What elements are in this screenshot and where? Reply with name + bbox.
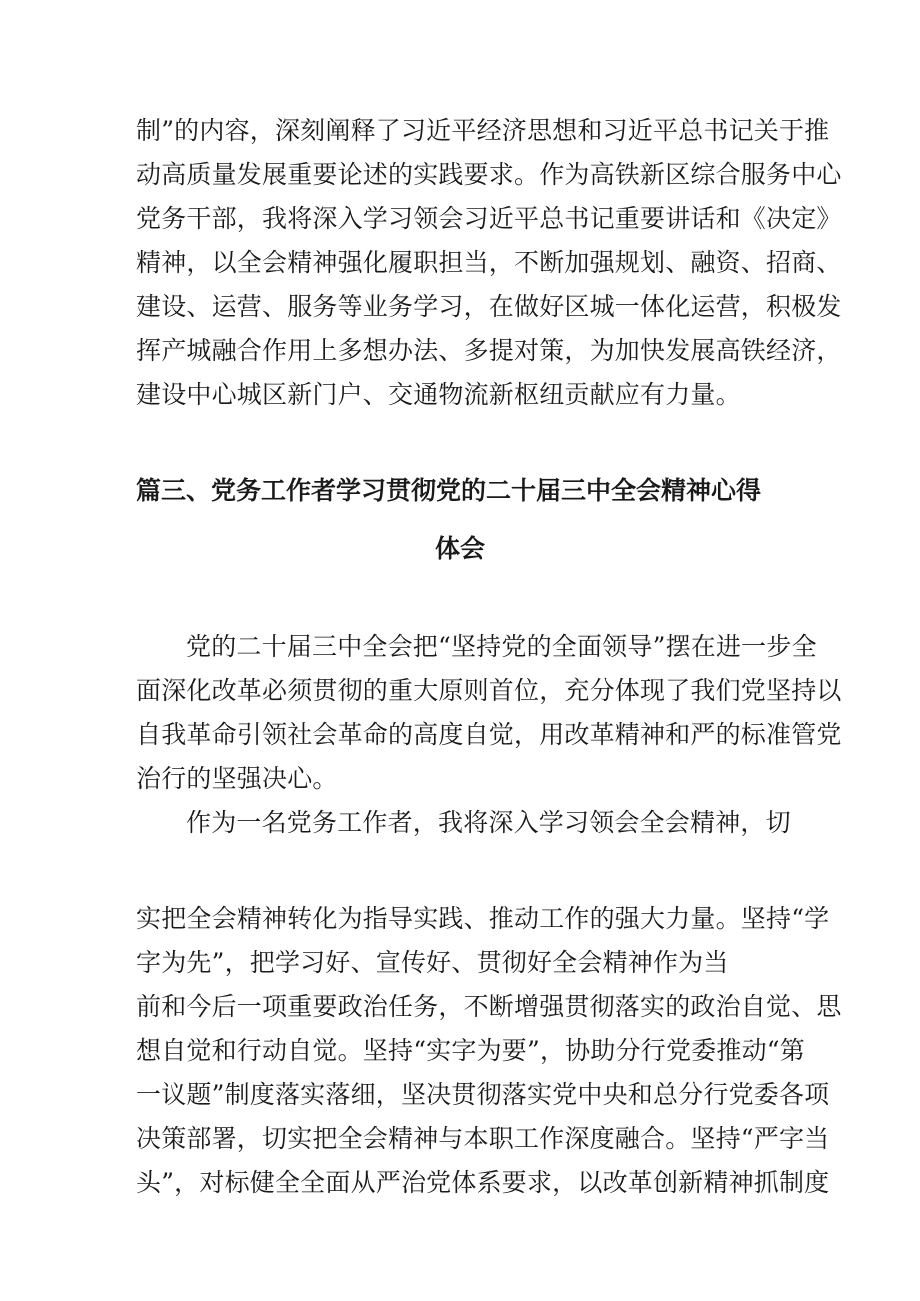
section-title-line1: 篇三、党务工作者学习贯彻党的二十届三中全会精神心得	[136, 476, 762, 505]
text-line: 建设、运营、服务等业务学习，在做好区城一体化运营，积极发	[136, 292, 842, 321]
text-line: 精神，以全会精神强化履职担当，不断加强规划、融资、招商、	[136, 248, 842, 277]
text-line: 动高质量发展重要论述的实践要求。作为高铁新区综合服务中心	[136, 160, 842, 189]
text-line: 想自觉和行动自觉。坚持“实字为要”，协助分行党委推动“第	[136, 1036, 805, 1065]
text-line: 自我革命引领社会革命的高度自觉，用改革精神和严的标准管党	[136, 720, 842, 749]
text-line: 头”，对标健全全面从严治党体系要求，以改革创新精神抓制度	[136, 1168, 830, 1197]
text-line: 字为先”，把学习好、宣传好、贯彻好全会精神作为当	[136, 948, 729, 977]
text-line: 制”的内容，深刻阐释了习近平经济思想和习近平总书记关于推	[136, 116, 830, 145]
section-title-line2: 体会	[434, 534, 485, 563]
text-line: 党务干部，我将深入学习领会习近平总书记重要讲话和《决定》	[136, 204, 842, 233]
text-line: 党的二十届三中全会把“坚持党的全面领导”摆在进一步全	[186, 632, 817, 661]
text-line: 治行的坚强决心。	[136, 764, 338, 793]
text-line: 一议题”制度落实落细，坚决贯彻落实党中央和总分行党委各项	[136, 1080, 830, 1109]
text-line: 实把全会精神转化为指导实践、推动工作的强大力量。坚持“学	[136, 904, 830, 933]
text-line: 挥产城融合作用上多想办法、多提对策，为加快发展高铁经济，	[136, 336, 842, 365]
text-line: 建设中心城区新门户、交通物流新枢纽贡献应有力量。	[136, 380, 741, 409]
text-line: 决策部署，切实把全会精神与本职工作深度融合。坚持“严字当	[136, 1124, 830, 1153]
text-line: 前和今后一项重要政治任务，不断增强贯彻落实的政治自觉、思	[136, 992, 842, 1021]
text-line: 作为一名党务工作者，我将深入学习领会全会精神，切	[186, 808, 791, 837]
text-line: 面深化改革必须贯彻的重大原则首位，充分体现了我们党坚持以	[136, 676, 842, 705]
